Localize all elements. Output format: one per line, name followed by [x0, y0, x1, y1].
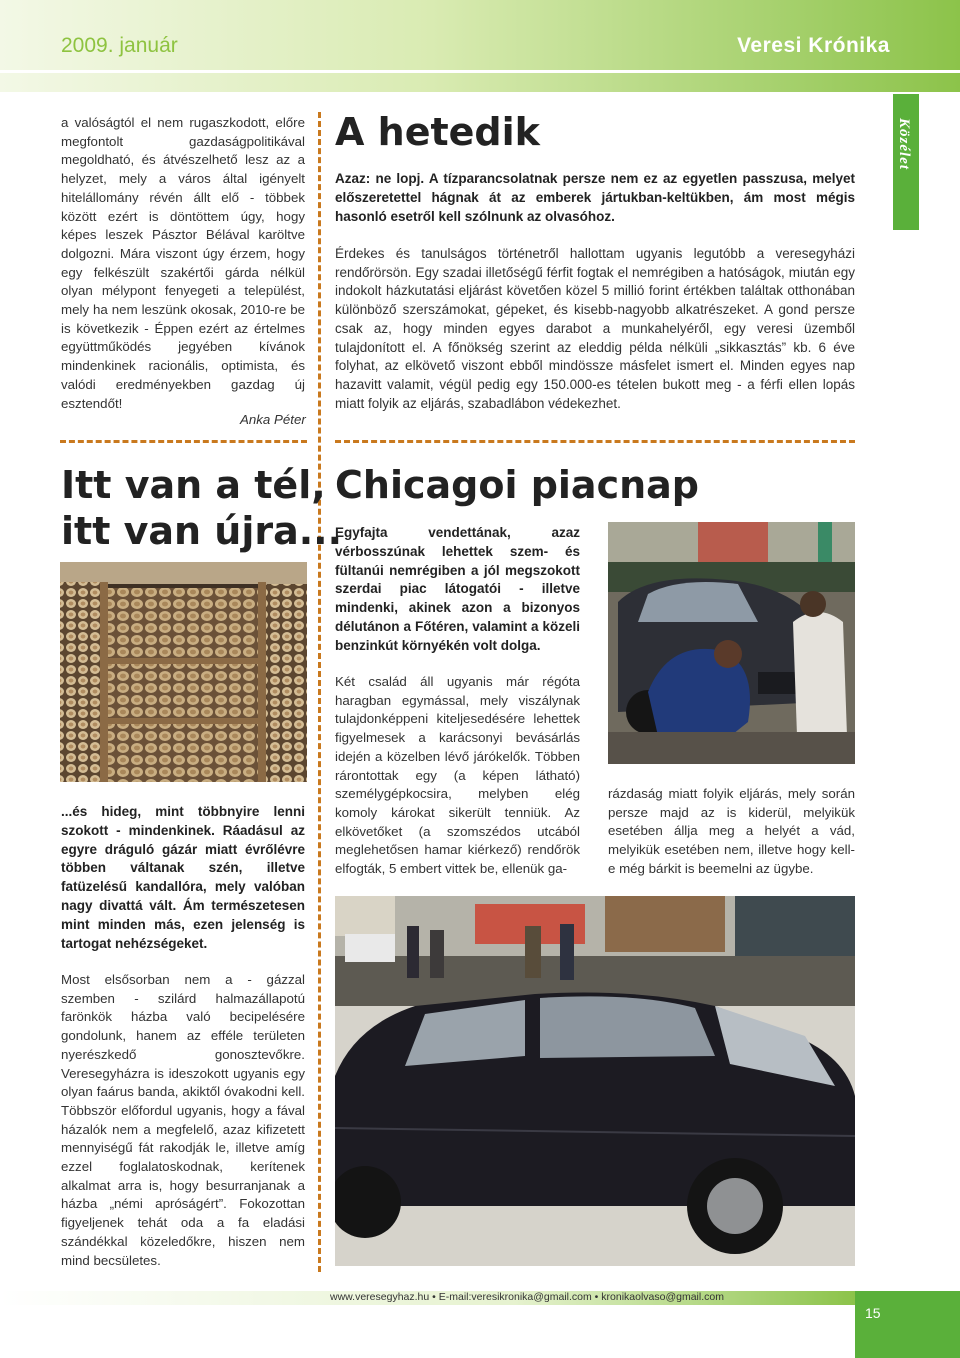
damaged-car-photo-small: [608, 522, 855, 764]
header-rule: [0, 70, 960, 73]
page-number-box: [855, 1291, 960, 1358]
column-divider: [318, 112, 321, 1272]
footer-contact: www.veresegyhaz.hu • E-mail:veresikronika@gmail.com • kronikaolvaso@gmail.com: [330, 1291, 724, 1303]
section-tab: [893, 94, 919, 230]
article-body-chicago-2: rázdaság miatt folyik eljárás, mely során persze majd az is kiderül, melyikük esetében állja meg a helyét a vád, melyikük esetében nem, illetve hogy kell-e még bárkit is beemelni az ügybe.: [608, 786, 855, 876]
article-title-hetedik: A hetedik: [335, 110, 540, 154]
article-lead-tel: ...és hideg, mint többnyire lenni szokott - mindenkinek. Ráadásul az egyre dráguló gázár miatt évrőlévre többen váltanak szén, illetve fatüzelésű kandallóra, mely valóban nagy divattá vált. Ám természetesen mint minden más, ezen jelenség is tartogat nehézségeket.: [61, 804, 305, 951]
damaged-car-photo-large: [335, 896, 855, 1266]
page-number: 15: [865, 1305, 881, 1321]
article-body-chicago-1: Két család áll ugyanis már régóta haragban egymással, mely viszálynak tulajdonképpeni kiteljesedésére lehettek figyelmesek a karácsonyi bevásárlás idején a közelben lévő járókelők. Többen rárontottak egy (a képen látható) személygépkocsira, melyben elég komoly károkat sikerült tenniük. Az elkövetőket (a szomszédos utcából meglehetősen hamar kiérkező) rendőrök elfogták, 5 embert vittek be, ellenük ga-: [335, 674, 580, 877]
damaged-car-photo-small-graphic: [608, 522, 855, 764]
article-title-tel: [61, 462, 342, 554]
firewood-photo-graphic: [60, 562, 307, 782]
article-body-tel: Most elsősorban nem a - gázzal szemben - szilárd halmazállapotú farönkök házba való becipelésére gondolunk, hanem az efféle területen nyerészkedő gonosztevőkre. Veresegyházra is ideszokott ugyanis egy olyan faárus banda, akiktől óvakodni kell. Többször előfordul ugyanis, hogy a fával házalók nem a megfelelő, azaz kifizetett mennyiségű fát rakodják le, illetve amíg ezzel foglalatoskodnak, kerítenek alkalmat arra is, hogy besurranjanak a házba „némi apróságért”. Fokozottan figyeljenek tehát oda a fa eladási szándékkal közeledőkre, hiszen nem mind becsületes.: [61, 972, 305, 1268]
intro-text: a valóságtól el nem rugaszkodott, előre megfontolt gazdaságpolitikával megoldható, és átvészelhető lesz az a helyzet, mely a város által igényelt hitelállomány révén állt elő - többek között ezért is döntöttem úgy, hogy képes leszek Pásztor Bélával karöltve dolgozni. Mára viszont úgy érzem, hogy egy felkészült szakértői gárda nélkül olyan mélypont fenyegeti a települést, mely ha nem leszünk okosak, 2010-re be is következik - Éppen ezért az értelmes együttműködés jegyében kívánok mindenkinek racionális, optimista, és valódi eredményekben gazdag új esztendőt!: [61, 115, 305, 411]
damaged-car-photo-large-graphic: [335, 896, 855, 1266]
issue-date: 2009. január: [61, 34, 178, 57]
article-title-chicago: Chicagoi piacnap: [335, 463, 699, 507]
title-line-1: Itt van a tél,: [61, 463, 326, 507]
section-divider-right: [335, 440, 855, 443]
title-line-2: itt van újra...: [61, 509, 343, 553]
section-tab-label: Közélet: [896, 118, 912, 170]
article-lead-hetedik: Azaz: ne lopj. A tízparancsolatnak persze nem ez az egyetlen passzusa, melyet előszeretettel hágnak át az emberek jártukban-keltükben, ám most mégis hasonló esetről kell szólnunk az olvasóhoz.: [335, 171, 855, 224]
firewood-photo: [60, 562, 307, 782]
section-divider-left: [60, 440, 307, 443]
publication-title: Veresi Krónika: [737, 34, 890, 57]
author-name: Anka Péter: [240, 412, 306, 427]
article-body-hetedik: Érdekes és tanulságos történetről hallottam ugyanis legutóbb a veresegyházi rendőrörsön. Egy szadai illetőségű férfit fogtak el nemrégiben a hatóságok, miután egy indokolt házkutatási eljárást követően közel 5 millió forint értékben találtak otthonában különböző szerszámokat, gépeket, és kisebb-nagyobb alkatrészeket. A gond persze csak az, hogy minden egyes darabot a munkahelyéről, egy veresi üzemből tulajdonított el. A főnökség szerint az eleddig példa nélküli „sikkasztás” kb. 6 éve folyhat, az elkövető viszont ebből mindössze másfelet ismert el. Minden egyes nap hazavitt valamit, végül pedig egy 150.000-es tételen bukott meg - a férfi ellen lopás miatt folyik az eljárás, szabadlábon védekezhet.: [335, 246, 855, 411]
article-lead-chicago: Egyfajta vendettának, azaz vérbosszúnak lehettek szem- és fültanúi nemrégiben a jól megszokott szerdai piac látogatói - illetve mindenki, akinek azon a bizonyos délutánon a Főtéren, valamint a közeli benzinkút környékén volt dolga.: [335, 525, 580, 653]
